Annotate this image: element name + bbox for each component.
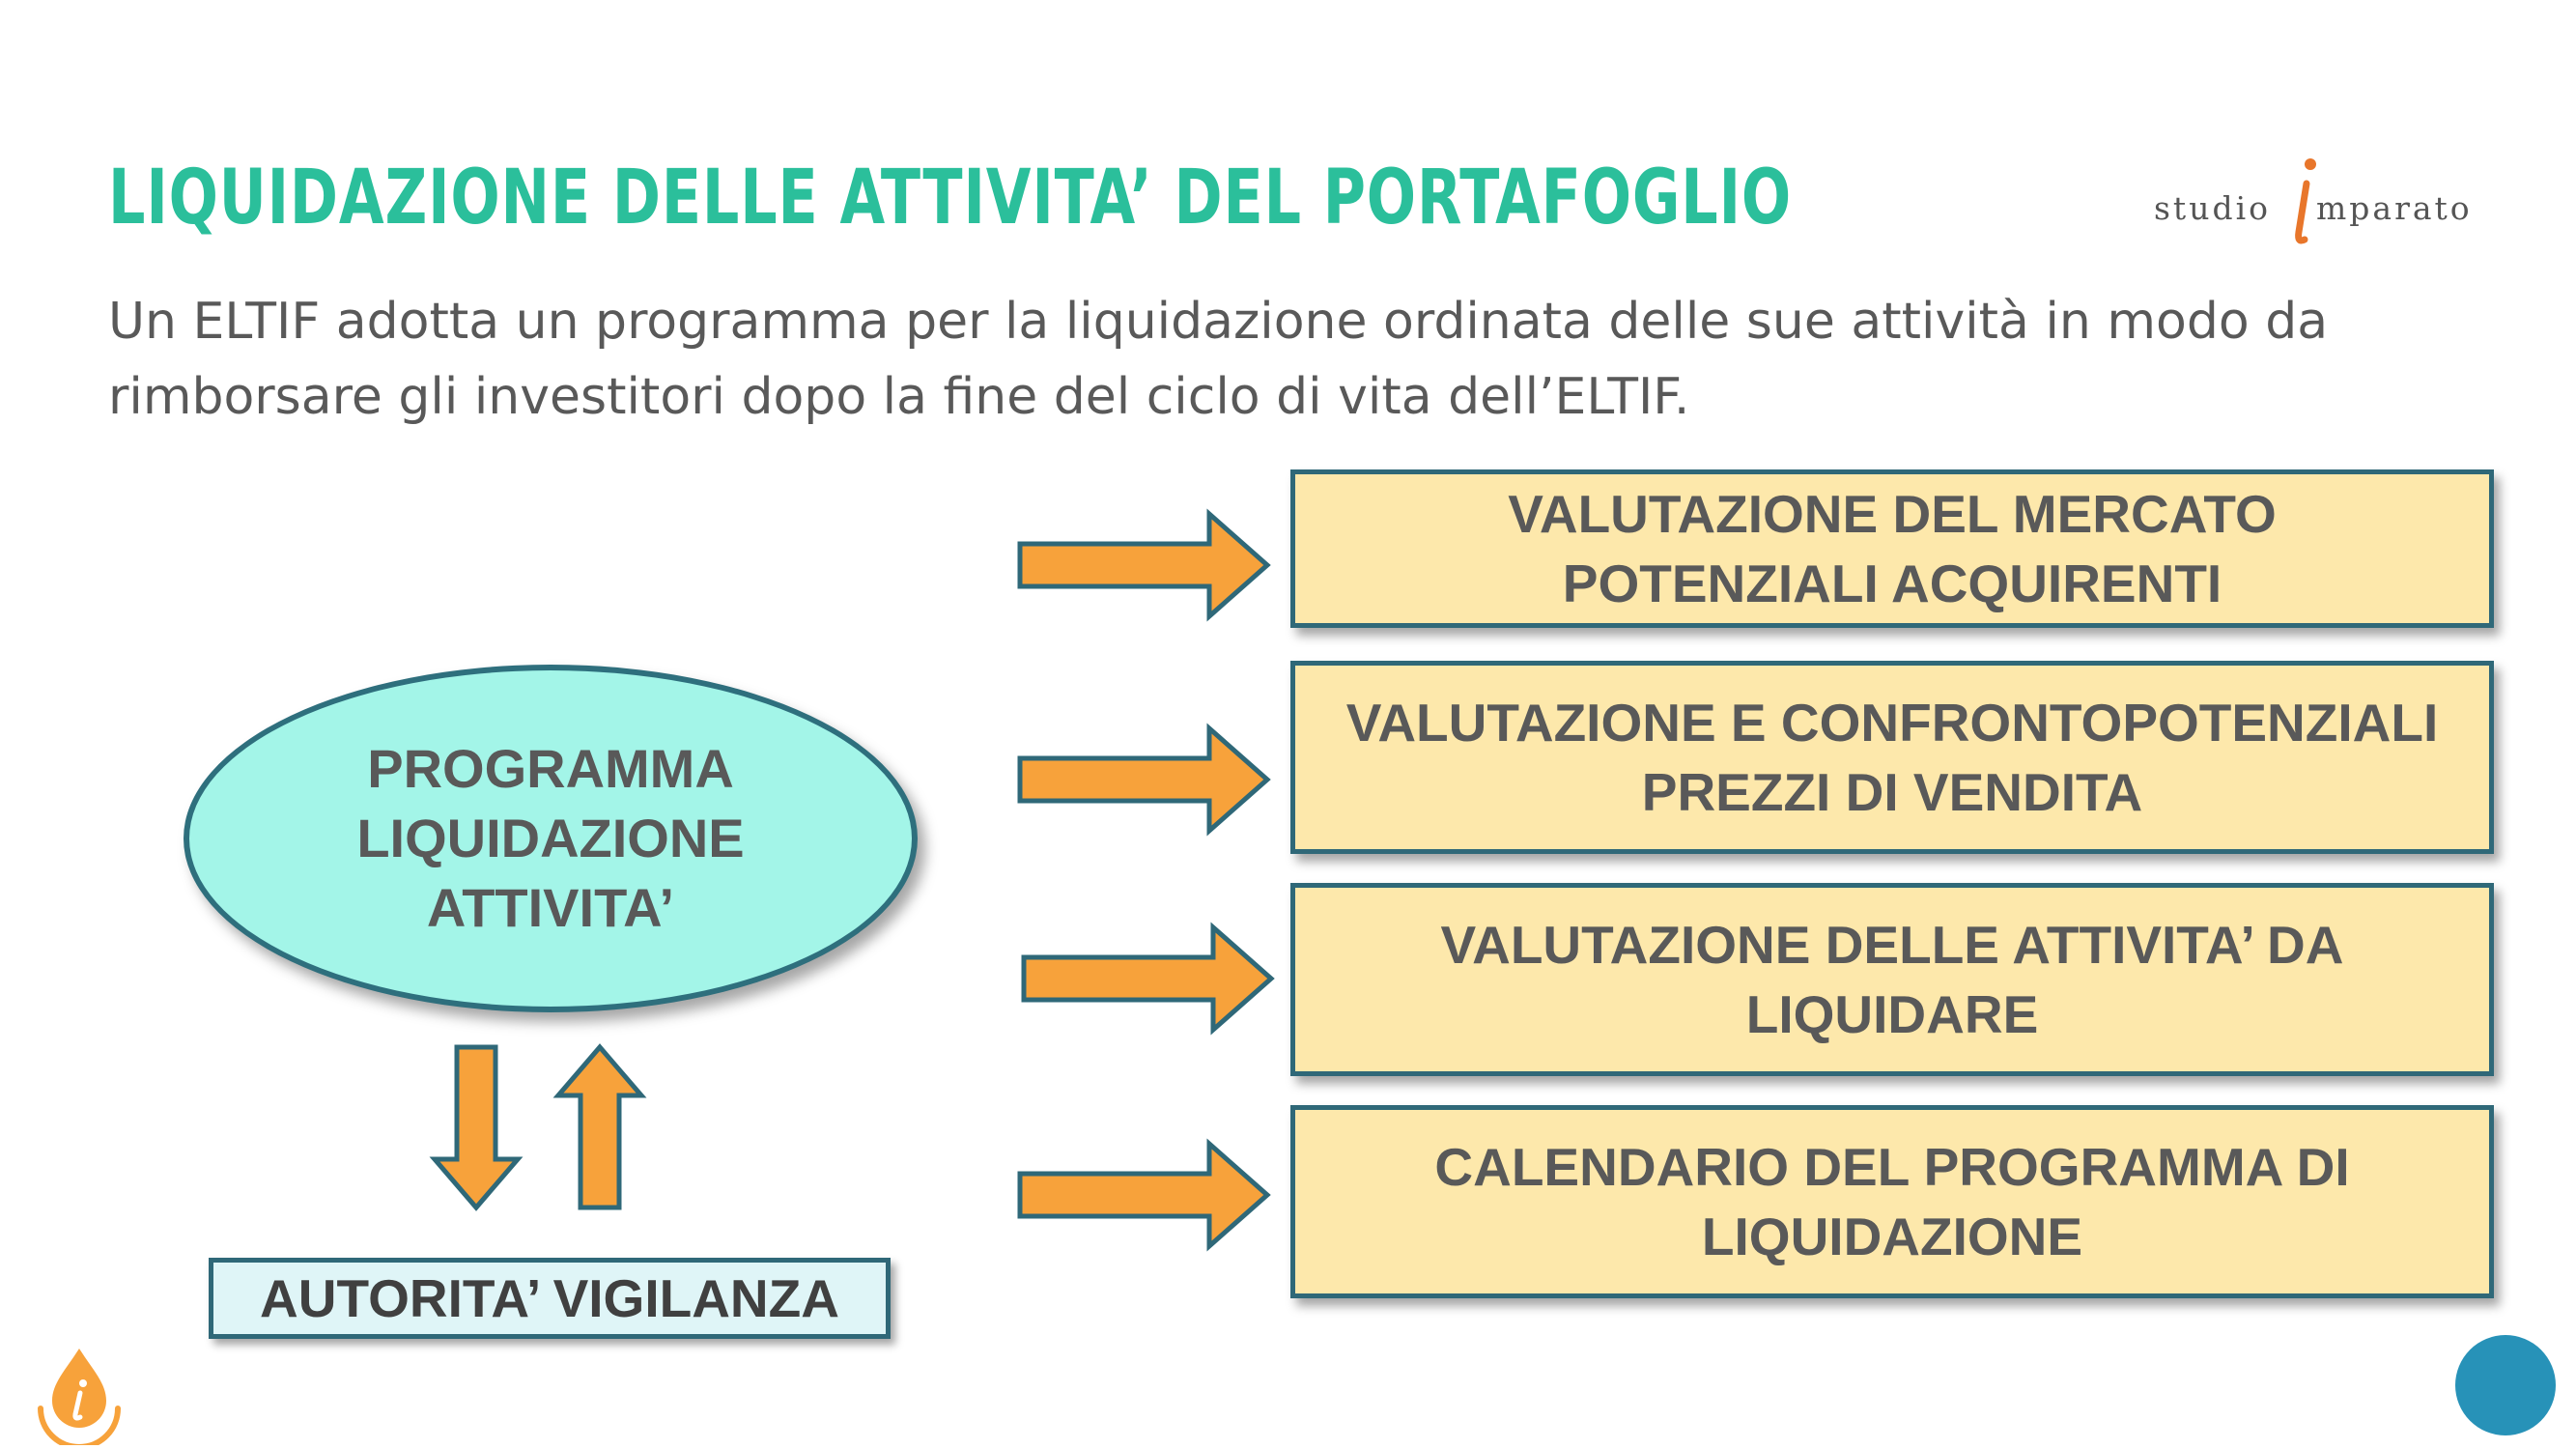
down-arrow-icon	[433, 1045, 520, 1209]
logo-text-left: studio	[2154, 189, 2271, 227]
ellipse-line: LIQUIDAZIONE	[356, 808, 745, 868]
right-arrow-icon	[1018, 1142, 1269, 1248]
slide-title: LIQUIDAZIONE DELLE ATTIVITA’ DEL PORTAFOGLIO	[108, 155, 1793, 242]
box-market-evaluation	[1290, 469, 2494, 628]
page-dot	[2455, 1335, 2556, 1435]
up-arrow-icon	[556, 1045, 643, 1209]
right-arrow-icon	[1022, 925, 1273, 1032]
box-line: LIQUIDARE	[1745, 984, 2039, 1044]
box-line: VALUTAZIONE E CONFRONTOPOTENZIALI	[1345, 693, 2439, 753]
authority-box	[209, 1258, 891, 1339]
box-price-comparison	[1290, 661, 2494, 854]
ellipse-line: ATTIVITA’	[426, 877, 675, 938]
info-drop-icon	[27, 1341, 131, 1445]
box-line: LIQUIDAZIONE	[1701, 1207, 2083, 1266]
box-program-calendar	[1290, 1105, 2494, 1298]
authority-label: AUTORITA’ VIGILANZA	[260, 1268, 839, 1328]
box-line: PREZZI DI VENDITA	[1641, 762, 2143, 822]
logo-text-right: mparato	[2316, 189, 2473, 227]
right-arrow-icon	[1018, 726, 1269, 833]
right-arrow-icon	[1018, 512, 1269, 618]
box-asset-evaluation	[1290, 883, 2494, 1076]
box-line: VALUTAZIONE DEL MERCATO	[1508, 484, 2277, 544]
program-ellipse-label	[184, 734, 918, 943]
ellipse-line: PROGRAMMA	[367, 738, 734, 799]
studio-imparato-logo	[2144, 155, 2473, 251]
slide-subtitle: Un ELTIF adotta un programma per la liquidazione ordinata delle sue attività in modo da rimborsare gli investitori dopo la fine del ciclo di vita dell’ELTIF.	[108, 293, 2329, 426]
box-line: CALENDARIO DEL PROGRAMMA DI	[1434, 1137, 2350, 1197]
box-line: POTENZIALI ACQUIRENTI	[1562, 554, 2222, 613]
box-line: VALUTAZIONE DELLE ATTIVITA’ DA	[1440, 915, 2344, 975]
